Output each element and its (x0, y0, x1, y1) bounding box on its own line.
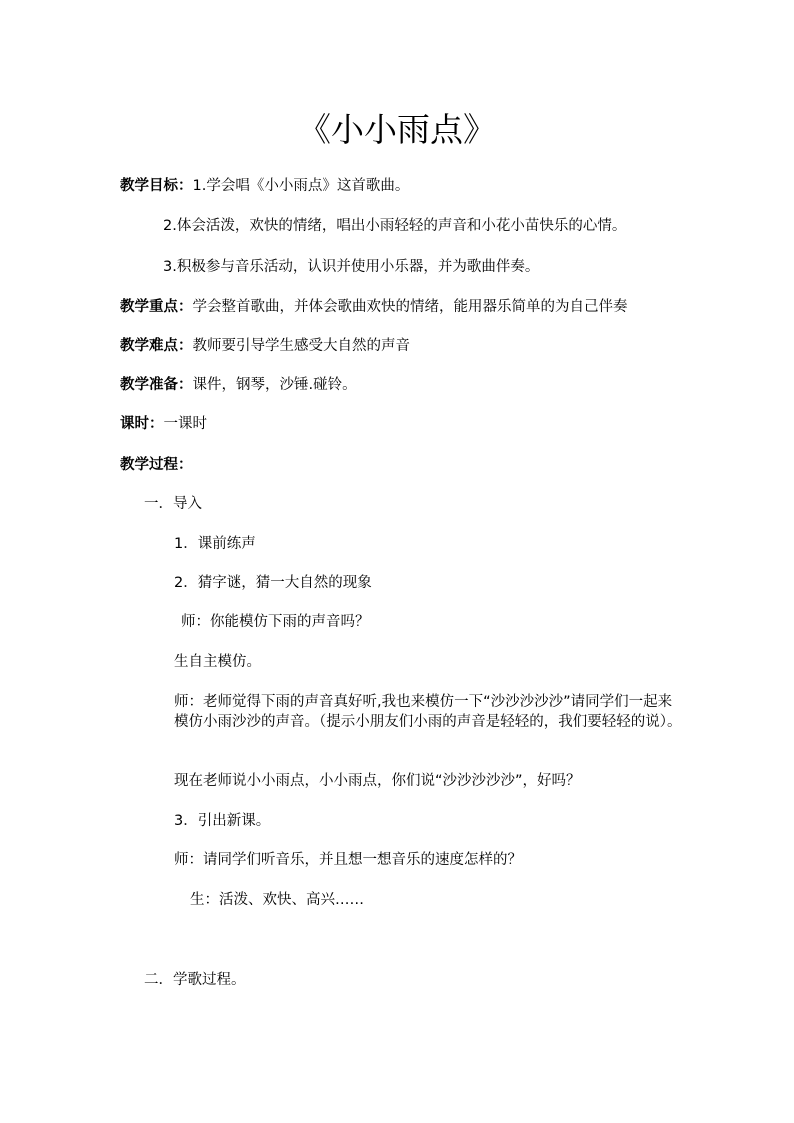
student-answer-1: 生自主模仿。 (174, 654, 261, 670)
difficulties (120, 336, 410, 356)
step-2: 2．猜字谜，猜一大自然的现象 (174, 575, 372, 591)
student-answer-2: 生：活泼、欢快、高兴…… (190, 892, 364, 908)
key-points (120, 297, 628, 317)
key-points-label: 教学重点： (120, 299, 193, 315)
difficulties-text: 教师要引导学生感受大自然的声音 (192, 338, 410, 354)
step-1: 1．课前练声 (174, 536, 256, 552)
duration-text: 一课时 (163, 416, 207, 432)
key-points-text: 学会整首歌曲，并体会歌曲欢快的情绪，能用器乐简单的为自己伴奏 (192, 299, 628, 315)
preparation (120, 375, 357, 395)
objective-2: 2.体会活泼，欢快的情绪，唱出小雨轻轻的声音和小花小苗快乐的心情。 (163, 218, 627, 234)
section2-heading: 二．学歌过程。 (144, 972, 246, 988)
objective-3: 3.积极参与音乐活动，认识并使用小乐器，并为歌曲伴奏。 (163, 259, 540, 275)
teacher-question-2: 师：请同学们听音乐，并且想一想音乐的速度怎样的？ (174, 852, 522, 868)
objective-1: 1.学会唱《小小雨点》这首歌曲。 (192, 178, 410, 194)
teacher-paragraph-2: 现在老师说小小雨点，小小雨点，你们说“沙沙沙沙沙”，好吗？ (174, 773, 581, 789)
objectives-label: 教学目标： (120, 178, 193, 194)
objectives-line-1 (120, 176, 409, 196)
section1-heading: 一．导入 (144, 496, 202, 512)
duration-label: 课时： (120, 416, 164, 432)
teacher-paragraph-1: 师：老师觉得下雨的声音真好听,我也来模仿一下“沙沙沙沙沙”请同学们一起来模仿小雨沙沙的声音。（提示小朋友们小雨的声音是轻轻的，我们要轻轻的说）。 (174, 694, 682, 730)
process-label: 教学过程： (120, 457, 193, 473)
difficulties-label: 教学难点： (120, 338, 193, 354)
page-title: 《小小雨点》 (298, 110, 496, 149)
teacher-question-1: 师：你能模仿下雨的声音吗？ (181, 614, 370, 630)
preparation-text: 课件，钢琴，沙锤.碰铃。 (192, 377, 357, 393)
duration (120, 414, 207, 434)
preparation-label: 教学准备： (120, 377, 193, 393)
step-3: 3．引出新课。 (174, 813, 271, 829)
